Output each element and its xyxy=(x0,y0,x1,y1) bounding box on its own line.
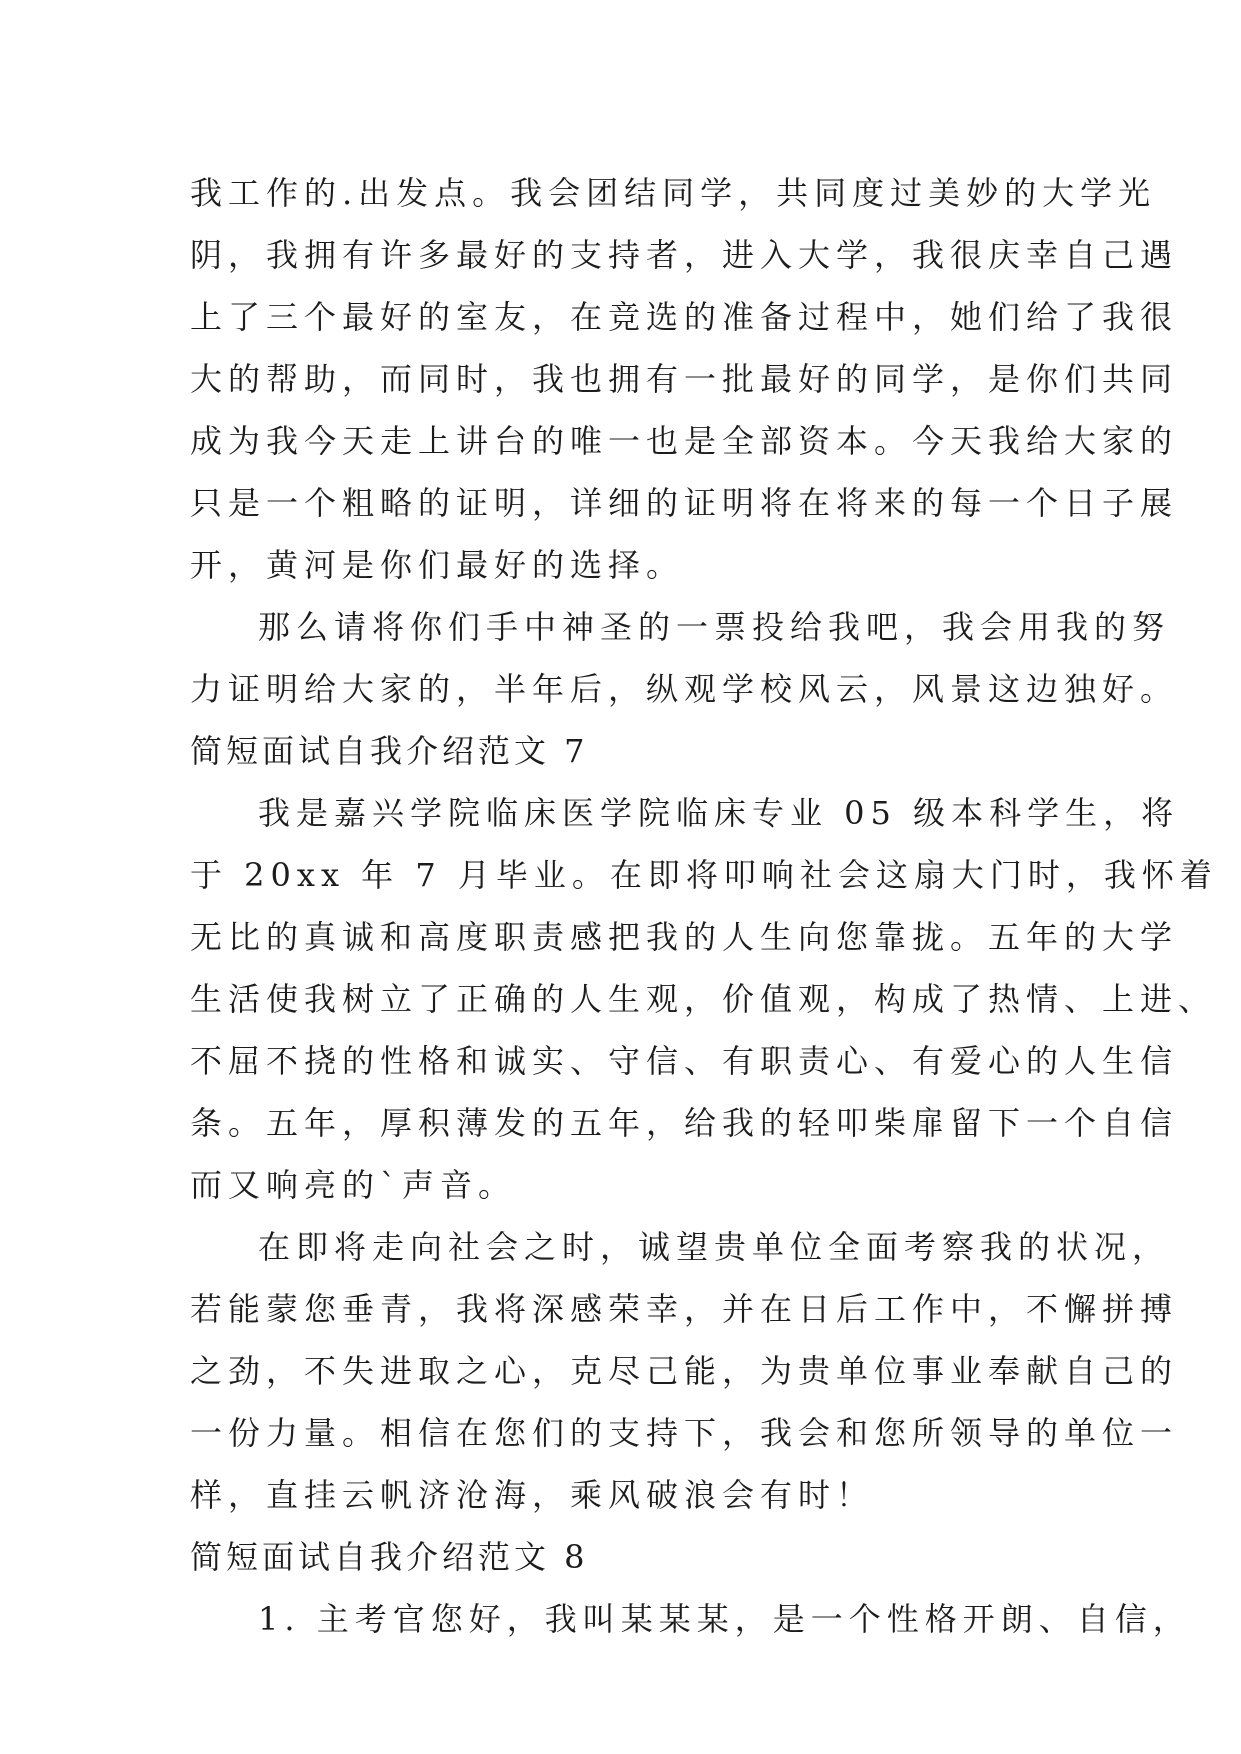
text-line: 力证明给大家的，半年后，纵观学校风云，风景这边独好。 xyxy=(190,670,1179,708)
text-line: 1. 主考官您好，我叫某某某，是一个性格开朗、自信， xyxy=(258,1600,1191,1638)
text-line: 之劲，不失进取之心，克尽己能，为贵单位事业奉献自己的 xyxy=(190,1352,1179,1390)
text-line: 我是嘉兴学院临床医学院临床专业 05 级本科学生，将 xyxy=(258,794,1180,832)
text-line: 我工作的.出发点。我会团结同学，共同度过美妙的大学光 xyxy=(190,174,1157,212)
text-line: 开，黄河是你们最好的选择。 xyxy=(190,546,685,584)
text-line: 阴，我拥有许多最好的支持者，进入大学，我很庆幸自己遇 xyxy=(190,236,1179,274)
text-line: 生活使我树立了正确的人生观，价值观，构成了热情、上进、 xyxy=(190,980,1217,1018)
text-line: 只是一个粗略的证明，详细的证明将在将来的每一个日子展 xyxy=(190,484,1179,522)
text-line: 那么请将你们手中神圣的一票投给我吧，我会用我的努 xyxy=(258,608,1171,646)
text-line: 在即将走向社会之时，诚望贵单位全面考察我的状况， xyxy=(258,1228,1171,1266)
text-line: 于 20xx 年 7 月毕业。在即将叩响社会这扇大门时，我怀着 xyxy=(190,856,1218,894)
text-line: 一份力量。相信在您们的支持下，我会和您所领导的单位一 xyxy=(190,1414,1179,1452)
text-line: 不屈不挠的性格和诚实、守信、有职责心、有爱心的人生信 xyxy=(190,1042,1179,1080)
text-line: 条。五年，厚积薄发的五年，给我的轻叩柴扉留下一个自信 xyxy=(190,1104,1179,1142)
text-line: 上了三个最好的室友，在竞选的准备过程中，她们给了我很 xyxy=(190,298,1179,336)
text-line: 大的帮助，而同时，我也拥有一批最好的同学，是你们共同 xyxy=(190,360,1179,398)
text-line: 样，直挂云帆济沧海，乘风破浪会有时！ xyxy=(190,1476,875,1514)
text-line: 而又响亮的`声音。 xyxy=(190,1166,517,1204)
text-line: 成为我今天走上讲台的唯一也是全部资本。今天我给大家的 xyxy=(190,422,1179,460)
section-heading: 简短面试自我介绍范文 7 xyxy=(190,732,589,770)
text-line: 无比的真诚和高度职责感把我的人生向您靠拢。五年的大学 xyxy=(190,918,1179,956)
text-line: 若能蒙您垂青，我将深感荣幸，并在日后工作中，不懈拼搏 xyxy=(190,1290,1179,1328)
section-heading: 简短面试自我介绍范文 8 xyxy=(190,1538,589,1576)
document-body xyxy=(190,162,1218,1650)
